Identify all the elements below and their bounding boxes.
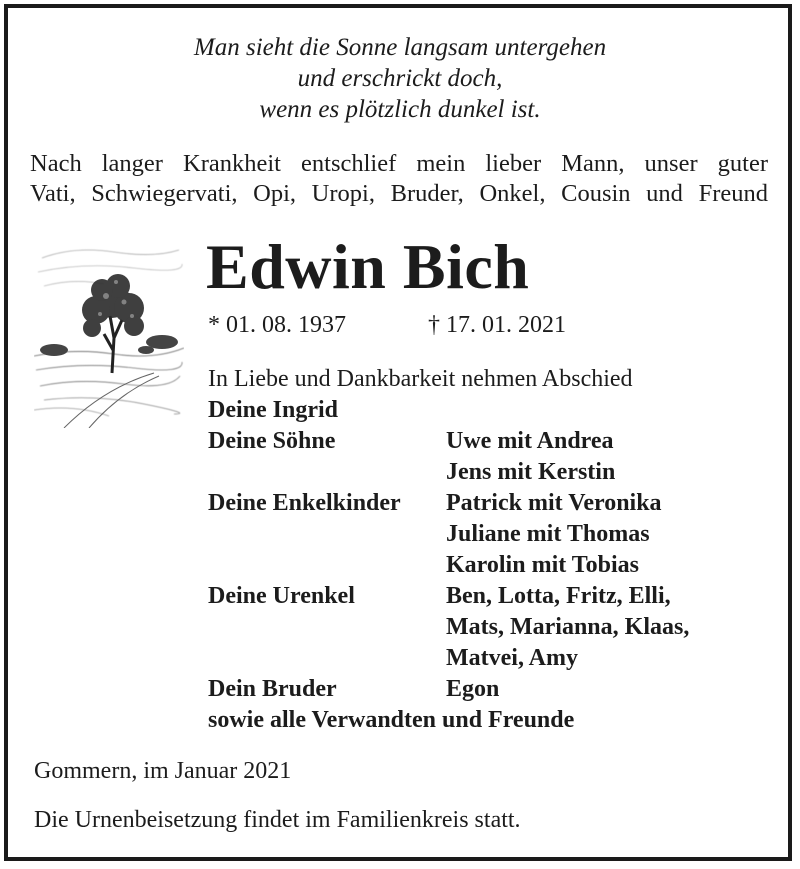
mourner-name: Karolin mit Tobias	[446, 552, 639, 578]
poem-line-1: Man sieht die Sonne langsam untergehen	[193, 34, 607, 61]
deceased-name: Edwin Bich	[206, 231, 530, 302]
mourner-name: Matvei, Amy	[446, 645, 578, 671]
poem-line-3: wenn es plötzlich dunkel ist.	[259, 96, 541, 123]
mourner-name: Egon	[446, 676, 500, 702]
mourner-name: Ben, Lotta, Fritz, Elli,	[446, 583, 671, 609]
intro-line-2: Vati, Schwiegervati, Opi, Uropi, Bruder, Onkel, Cousin und Freund	[30, 180, 768, 207]
farewell-text: In Liebe und Dankbarkeit nehmen Abschied	[208, 366, 633, 392]
mourner-name: Uwe mit Andrea	[446, 428, 614, 454]
death-date: † 17. 01. 2021	[428, 312, 566, 338]
mourner-name: Mats, Marianna, Klaas,	[446, 614, 690, 640]
mourner-label: Deine Söhne	[208, 428, 336, 454]
poem-line-2: und erschrickt doch,	[297, 65, 503, 92]
poem	[0, 32, 800, 125]
mourner-label: Deine Urenkel	[208, 583, 355, 609]
burial-note: Die Urnenbeisetzung findet im Familienkreis statt.	[34, 807, 521, 833]
mourner-name: Patrick mit Veronika	[446, 490, 662, 516]
mourner-label: Deine Ingrid	[208, 397, 339, 423]
tree-landscape-icon	[34, 238, 184, 428]
mourner-name: Jens mit Kerstin	[446, 459, 616, 485]
mourner-label: Dein Bruder	[208, 676, 337, 702]
mourner-label: Deine Enkelkinder	[208, 490, 401, 516]
relatives-text: sowie alle Verwandten und Freunde	[208, 707, 575, 733]
place-date: Gommern, im Januar 2021	[34, 758, 292, 784]
intro-line-1: Nach langer Krankheit entschlief mein lieber Mann, unser guter	[30, 150, 768, 177]
birth-date: * 01. 08. 1937	[208, 312, 346, 338]
mourner-name: Juliane mit Thomas	[446, 521, 650, 547]
intro-text	[30, 149, 768, 209]
